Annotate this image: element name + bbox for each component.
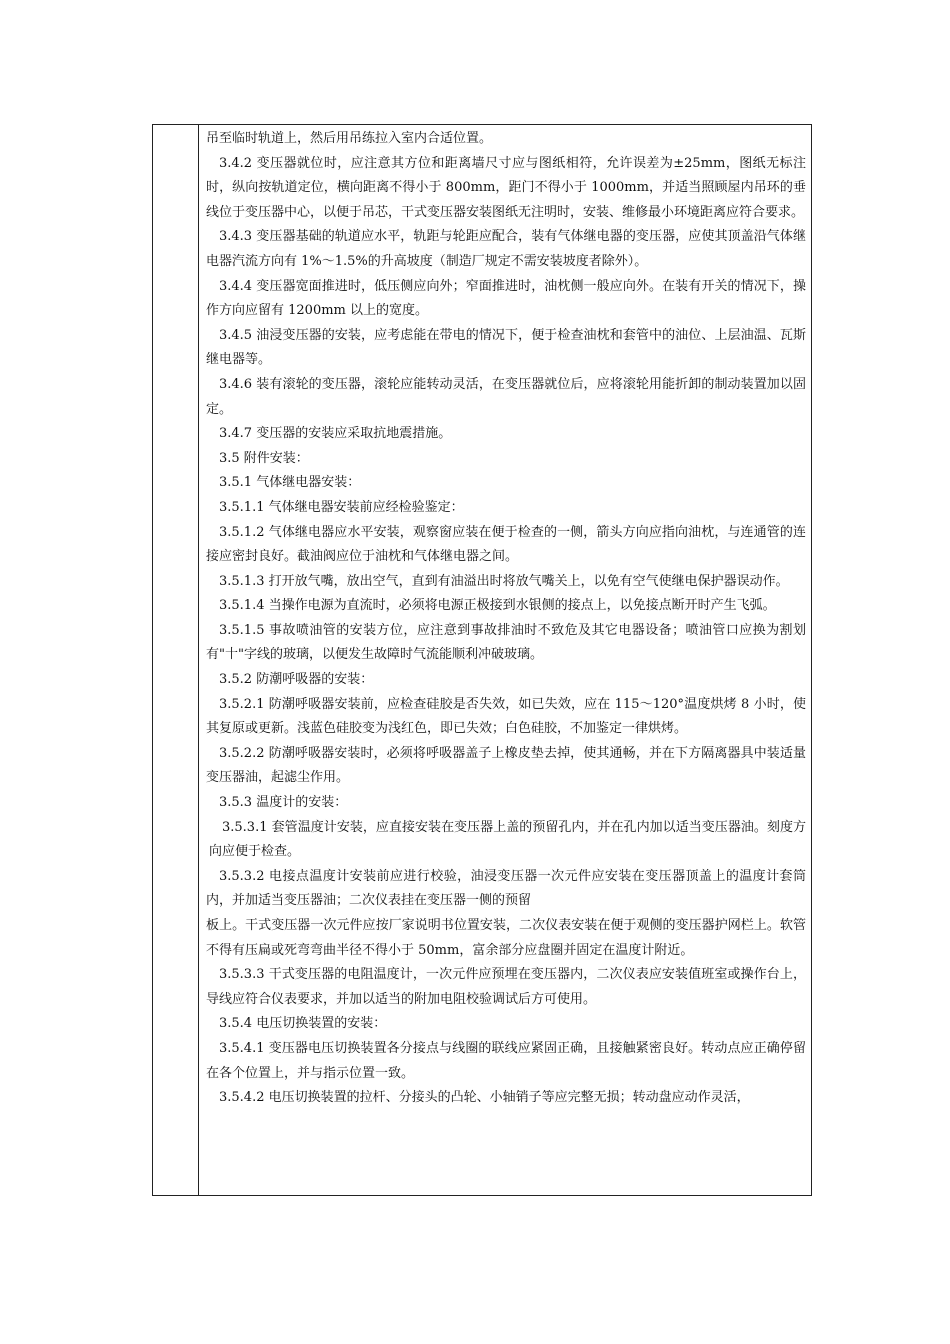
paragraph-3-5-1-3: 3.5.1.3 打开放气嘴，放出空气，直到有油溢出时将放气嘴关上，以免有空气使继电保护器误动作。 bbox=[219, 573, 789, 589]
heading-3-5-1: 3.5.1 气体继电器安装： bbox=[219, 475, 361, 491]
paragraph-3-4-7: 3.4.7 变压器的安装应采取抗地震措施。 bbox=[219, 426, 452, 442]
heading-3-5: 3.5 附件安装： bbox=[219, 450, 309, 466]
paragraph-3-5-1-2: 3.5.1.2 气体继电器应水平安装，观察窗应装在便于检查的一侧，箭头方向应指向油枕，与连通管的连接应密封良好。截油阀应位于油枕和气体继电器之间。 bbox=[206, 524, 806, 565]
paragraph-3-5-2-1: 3.5.2.1 防潮呼吸器安装前，应检查硅胶是否失效，如已失效，应在 115～120°温度烘烤 8 小时，使其复原或更新。浅蓝色硅胶变为浅红色，即已失效；白色硅胶，不加鉴定一律烘烤。 bbox=[206, 696, 806, 737]
paragraph-3-5-2-2: 3.5.2.2 防潮呼吸器安装时，必须将呼吸器盖子上橡皮垫去掉，使其通畅，并在下方隔离器具中装适量变压器油，起滤尘作用。 bbox=[206, 745, 806, 786]
heading-3-5-2: 3.5.2 防潮呼吸器的安装： bbox=[219, 672, 374, 688]
paragraph-3-5-1-4: 3.5.1.4 当操作电源为直流时，必须将电源正极接到水银侧的接点上，以免接点断开时产生飞弧。 bbox=[219, 598, 776, 614]
paragraph-3-5-3-1: 3.5.3.1 套管温度计安装，应直接安装在变压器上盖的预留孔内，并在孔内加以适当变压器油。刻度方向应便于检查。 bbox=[209, 819, 806, 860]
heading-3-5-4: 3.5.4 电压切换装置的安装： bbox=[219, 1016, 387, 1032]
paragraph-3-5-4-1: 3.5.4.1 变压器电压切换装置各分接点与线圈的联线应紧固正确，且接触紧密良好。转动点应正确停留在各个位置上，并与指示位置一致。 bbox=[206, 1040, 806, 1081]
paragraph-3-5-3-2-continued: 板上。干式变压器一次元件应按厂家说明书位置安装，二次仪表安装在便于观侧的变压器护网栏上。软管不得有压扁或死弯弯曲半径不得小于 50mm，富余部分应盘圈并固定在温度计附近。 bbox=[206, 918, 806, 958]
document-table bbox=[152, 124, 812, 1196]
paragraph-3-5-4-2: 3.5.4.2 电压切换装置的拉杆、分接头的凸轮、小轴销子等应完整无损；转动盘应动作灵活， bbox=[219, 1090, 750, 1106]
paragraph-3-5-1-5: 3.5.1.5 事故喷油管的安装方位，应注意到事故排油时不致危及其它电器设备；喷油管口应换为割划有"十"字线的玻璃，以便发生故障时气流能顺利冲破玻璃。 bbox=[206, 622, 806, 663]
heading-3-5-3: 3.5.3 温度计的安装： bbox=[219, 795, 348, 811]
paragraph-3-4-6: 3.4.6 装有滚轮的变压器，滚轮应能转动灵活，在变压器就位后，应将滚轮用能折卸的制动装置加以固定。 bbox=[206, 376, 806, 417]
paragraph-3-5-1-1: 3.5.1.1 气体继电器安装前应经检验鉴定： bbox=[219, 499, 464, 515]
paragraph-3-4-3: 3.4.3 变压器基础的轨道应水平，轨距与轮距应配合，装有气体继电器的变压器，应使其顶盖沿气体继电器汽流方向有 1%～1.5%的升高坡度（制造厂规定不需安装坡度者除外）。 bbox=[206, 229, 806, 269]
column-divider bbox=[198, 125, 199, 1195]
paragraph-3-4-5: 3.4.5 油浸变压器的安装，应考虑能在带电的情况下，便于检查油枕和套管中的油位、上层油温、瓦斯继电器等。 bbox=[206, 327, 806, 368]
paragraph-3-5-3-2: 3.5.3.2 电接点温度计安装前应进行校验，油浸变压器一次元件应安装在变压器顶盖上的温度计套筒内，并加适当变压器油；二次仪表挂在变压器一侧的预留 bbox=[206, 868, 806, 909]
paragraph: 吊至临时轨道上，然后用吊练拉入室内合适位置。 bbox=[206, 131, 493, 146]
paragraph-3-5-3-3: 3.5.3.3 干式变压器的电阻温度计，一次元件应预埋在变压器内，二次仪表应安装值班室或操作台上，导线应符合仪表要求，并加以适当的附加电阻校验调试后方可使用。 bbox=[206, 967, 806, 1007]
text-cell bbox=[206, 127, 806, 1195]
paragraph-3-4-4: 3.4.4 变压器宽面推进时，低压侧应向外；窄面推进时，油枕侧一般应向外。在装有开关的情况下，操作方向应留有 1200mm 以上的宽度。 bbox=[206, 278, 806, 319]
paragraph-3-4-2: 3.4.2 变压器就位时，应注意其方位和距离墙尺寸应与图纸相符，允许误差为±25mm，图纸无标注时，纵向按轨道定位，横向距离不得小于 800mm，距门不得小于 1000mm，并适当照顾屋内吊环的垂线位于变压器中心，以便于吊芯，干式变压器安装图纸无注明时，安装、维修最小环境距离应符合要求。 bbox=[206, 155, 806, 220]
